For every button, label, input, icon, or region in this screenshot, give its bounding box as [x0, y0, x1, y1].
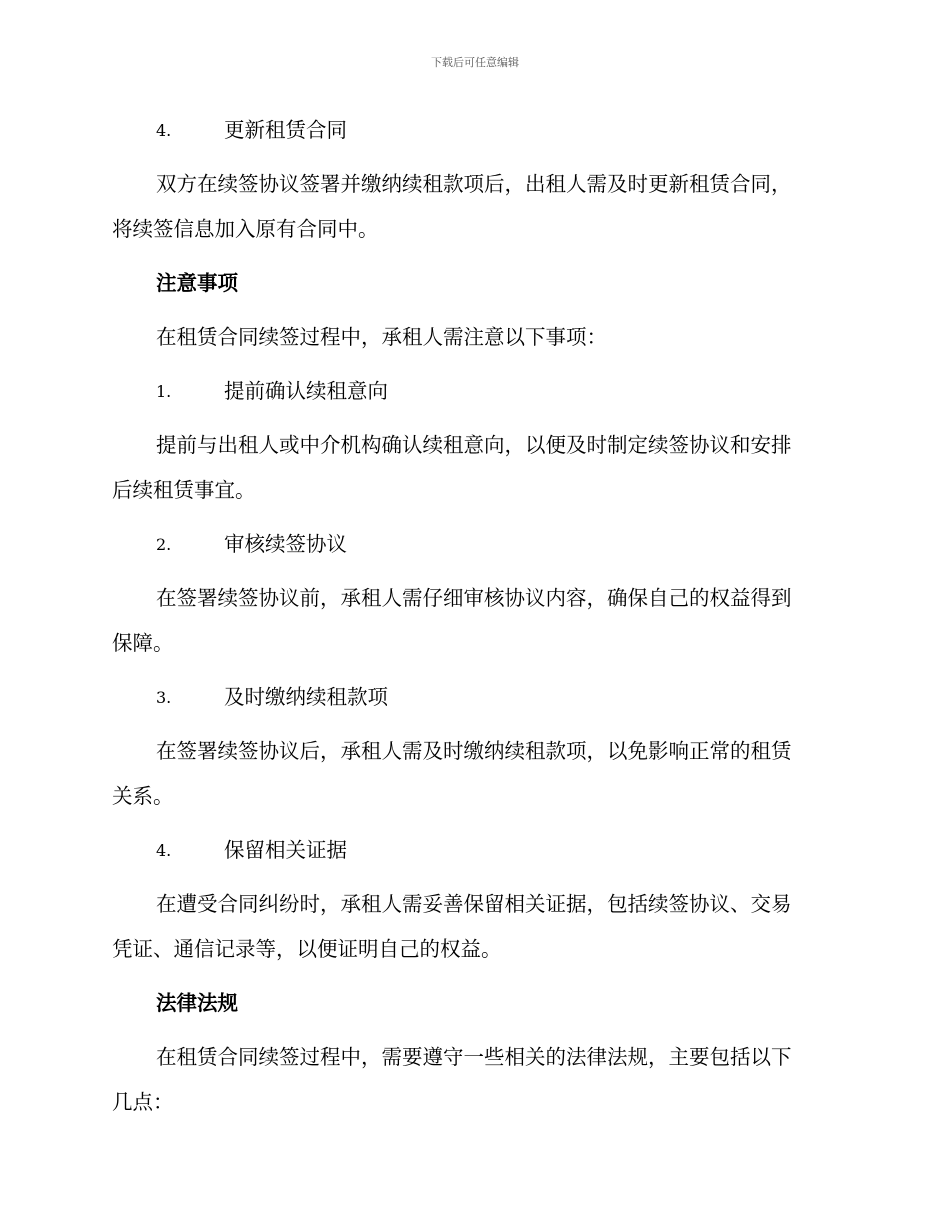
paragraph-line: 提前与出租人或中介机构确认续租意向，以便及时制定续签协议和安排: [156, 433, 792, 457]
item-number: 4.: [156, 841, 172, 860]
paragraph: [112, 576, 832, 666]
paragraph-line: 将续签信息加入原有合同中。: [112, 217, 379, 241]
paragraph-line: 双方在续签协议签署并缴纳续租款项后，出租人需及时更新租赁合同，: [156, 172, 792, 196]
item-title: 审核续签协议: [224, 532, 347, 556]
numbered-item: [112, 828, 832, 873]
paragraph-line: 保障。: [112, 631, 174, 655]
section-heading: 注意事项: [156, 271, 238, 295]
paragraph: [112, 882, 832, 972]
paragraph: [112, 1035, 832, 1125]
numbered-item: [112, 108, 832, 153]
paragraph-line: 在租赁合同续签过程中，需要遵守一些相关的法律法规，主要包括以下: [156, 1045, 792, 1069]
item-title: 更新租赁合同: [224, 118, 347, 142]
item-title: 提前确认续租意向: [224, 379, 388, 403]
item-title: 保留相关证据: [224, 838, 347, 862]
item-number: 3.: [156, 688, 172, 707]
paragraph-line: 凭证、通信记录等，以便证明自己的权益。: [112, 937, 502, 961]
paragraph-line: 在签署续签协议前，承租人需仔细审核协议内容，确保自己的权益得到: [156, 586, 792, 610]
paragraph: [112, 315, 832, 360]
paragraph: [112, 423, 832, 513]
paragraph-line: 在遭受合同纠纷时，承租人需妥善保留相关证据，包括续签协议、交易: [156, 892, 792, 916]
numbered-item: [112, 369, 832, 414]
paragraph-line: 关系。: [112, 784, 174, 808]
paragraph-line: 后续租赁事宜。: [112, 478, 256, 502]
paragraph: [112, 729, 832, 819]
item-number: 1.: [156, 382, 172, 401]
paragraph: [112, 162, 832, 252]
paragraph-line: 几点：: [112, 1090, 174, 1114]
paragraph-line: 在租赁合同续签过程中，承租人需注意以下事项：: [156, 325, 607, 349]
document-body: [112, 108, 832, 1134]
numbered-item: [112, 675, 832, 720]
paragraph-line: 在签署续签协议后，承租人需及时缴纳续租款项，以免影响正常的租赁: [156, 739, 792, 763]
numbered-item: [112, 522, 832, 567]
item-title: 及时缴纳续租款项: [224, 685, 388, 709]
item-number: 4.: [156, 121, 172, 140]
page-header: 下载后可任意编辑: [431, 56, 519, 69]
section-heading: 法律法规: [156, 991, 238, 1015]
item-number: 2.: [156, 535, 172, 554]
